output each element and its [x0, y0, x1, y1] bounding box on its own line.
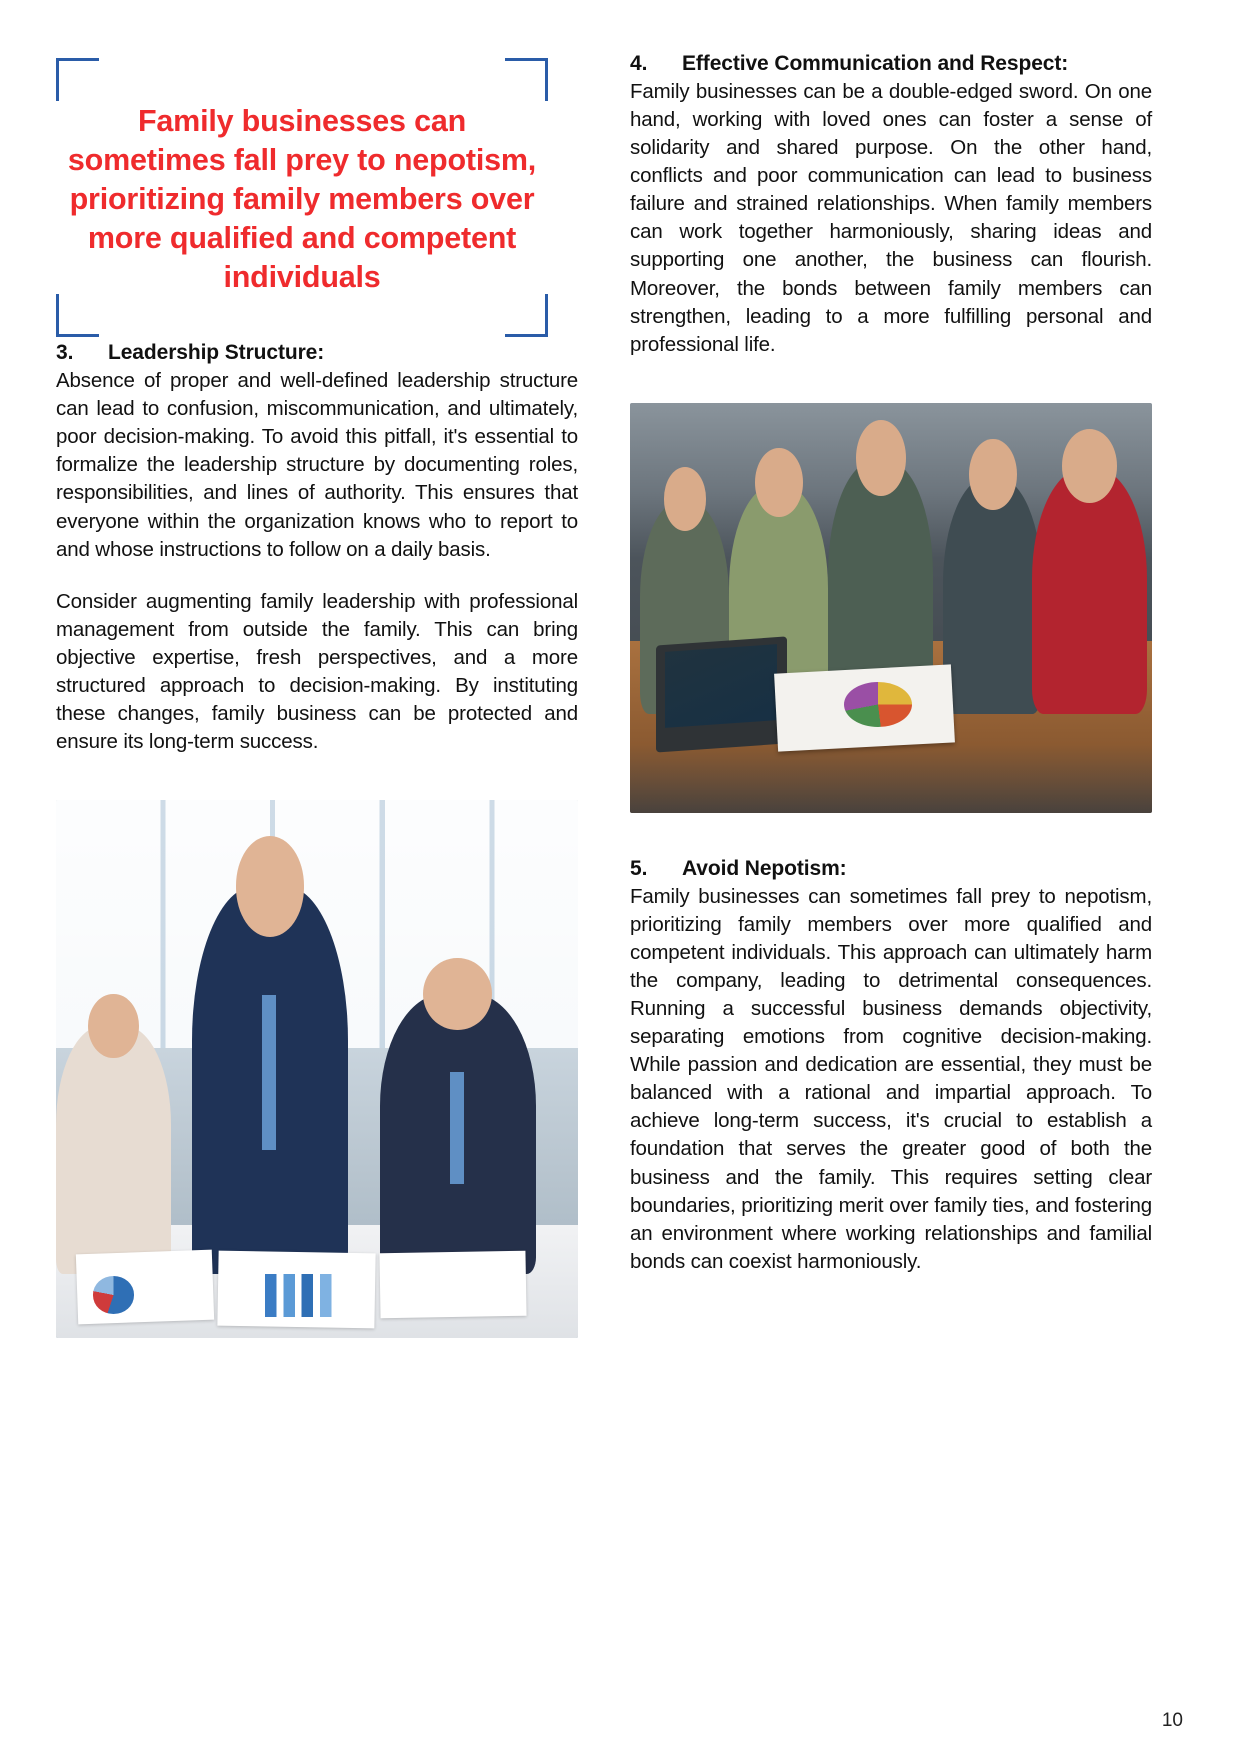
photo-person: [192, 886, 349, 1273]
section-heading-communication: [630, 52, 1152, 76]
paragraph: Absence of proper and well-defined leadership structure can lead to confusion, miscommunication, and ultimately, poor decision-making. To avoid this pitfall, it's essential to formalize the leadership structure by documenting roles, responsibilities, and lines of authority. This ensures that everyone within the organization knows who to report to and whose instructions to follow on a daily basis.: [56, 369, 578, 561]
photo-person-head: [664, 467, 707, 531]
section-number: 5.: [630, 856, 648, 880]
team-collaboration-photo: [630, 403, 1152, 813]
photo-pie-chart: [844, 682, 912, 727]
section-title: Avoid Nepotism:: [682, 856, 847, 880]
pull-quote-text: Family businesses can sometimes fall prey to nepotism, prioritizing family members over more qualified and competent individuals: [67, 104, 537, 295]
left-column: [56, 52, 578, 1714]
photo-person: [56, 1026, 171, 1273]
paragraph: Family businesses can sometimes fall prey to nepotism, prioritizing family members over more qualified and competent individuals. This approach can ultimately harm the company, leading to detrimental consequences. Running a successful business demands objectivity, separating emotions from cognitive decision-making. While passion and dedication are essential, they must be balanced with a rational and impartial approach. To achieve long-term success, it's crucial to establish a foundation that serves the greater good of both the business and the family. This requires setting clear boundaries, prioritizing merit over family ties, and fostering an environment where working relationships and familial bonds can coexist harmoniously.: [630, 884, 1152, 1273]
two-column-layout: [56, 52, 1185, 1714]
photo-necktie: [262, 995, 276, 1150]
photo-person-head: [755, 448, 803, 517]
quote-corner-bottom-right-icon: [505, 294, 548, 337]
paragraph: Consider augmenting family leadership with professional management from outside the family. This can bring objective expertise, fresh perspectives, and a more structured approach to decision-making. By instituting these changes, family business can be protected and ensure its long-term success.: [56, 589, 578, 754]
quote-corner-top-left-icon: [56, 58, 99, 101]
section-leadership-structure: [56, 341, 578, 756]
section-heading-leadership: [56, 341, 578, 365]
photo-person-head: [1062, 429, 1117, 503]
photo-document: [379, 1251, 526, 1318]
photo-person-head: [856, 420, 906, 496]
photo-person-head: [969, 439, 1017, 510]
photo-person-head: [88, 994, 139, 1058]
right-column: [630, 52, 1152, 1714]
section-number: 3.: [56, 341, 74, 365]
business-meeting-photo: [56, 800, 578, 1338]
photo-necktie: [450, 1072, 464, 1184]
quote-corner-top-right-icon: [505, 58, 548, 101]
photo-person-head: [236, 836, 305, 937]
photo-pie-chart: [93, 1276, 135, 1314]
page-number: 10: [1161, 1710, 1183, 1731]
photo-laptop: [656, 636, 787, 752]
section-avoid-nepotism: [630, 857, 1152, 1276]
photo-person: [1032, 468, 1147, 714]
photo-bar-chart: [265, 1274, 349, 1317]
photo-person: [380, 994, 537, 1274]
quote-corner-bottom-left-icon: [56, 294, 99, 337]
section-number: 4.: [630, 52, 648, 75]
section-effective-communication: [630, 52, 1152, 359]
section-heading-nepotism: [630, 857, 1152, 881]
photo-person-head: [423, 958, 492, 1031]
pull-quote: [56, 58, 548, 337]
paragraph: Family businesses can be a double-edged sword. On one hand, working with loved ones can foster a sense of solidarity and shared purpose. On the other hand, conflicts and poor communication can lead to business failure and strained relationships. When family members can work together harmoniously, sharing ideas and supporting one another, the business can flourish. Moreover, the bonds between family members can strengthen, leading to a more fulfilling personal and professional life.: [630, 80, 1152, 356]
photo-person: [943, 477, 1042, 715]
section-title: Leadership Structure:: [108, 341, 325, 365]
section-title: Effective Communication and Respect:: [682, 52, 1069, 75]
